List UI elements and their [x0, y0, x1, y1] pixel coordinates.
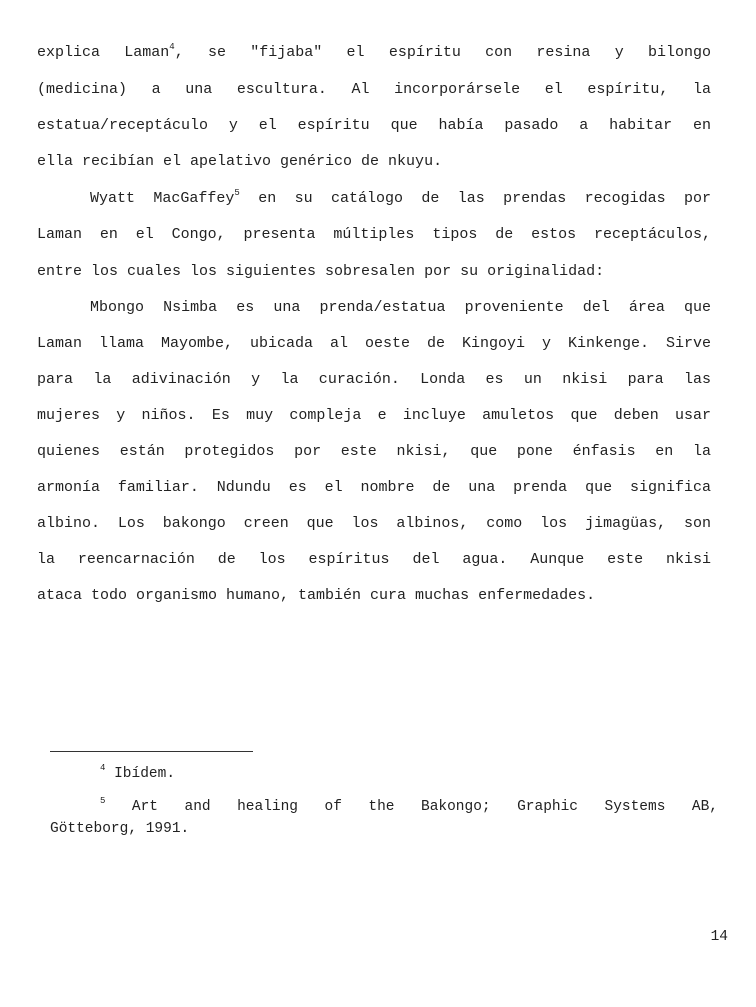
footnote-5-continuation: Götteborg, 1991.	[50, 821, 190, 837]
text-line: para la adivinación y la curación. Londa es un nkisi para las	[37, 371, 711, 388]
text-line: Laman en el Congo, presenta múltiples tipos de estos receptáculos,	[37, 226, 711, 243]
footnote-ref-5: 5	[234, 189, 240, 198]
text-line: la reencarnación de los espíritus del agua. Aunque este nkisi	[37, 551, 711, 568]
text-line: mujeres y niños. Es muy compleja e incluye amuletos que deben usar	[37, 407, 711, 424]
text-line: estatua/receptáculo y el espíritu que había pasado a habitar en	[37, 117, 711, 134]
text-line: Wyatt MacGaffey$^5$ en su catálogo de las prendas recogidas por	[90, 189, 711, 207]
text-line: entre los cuales los siguientes sobresalen por su originalidad:	[37, 263, 605, 280]
footnote-ref-4: 4	[169, 43, 175, 52]
text-line: albino. Los bakongo creen que los albinos, como los jimagüas, son	[37, 515, 711, 532]
text-line: quienes están protegidos por este nkisi, que pone énfasis en la	[37, 443, 711, 460]
text-line: ataca todo organismo humano, también cura muchas enfermedades.	[37, 587, 596, 604]
footnote-number: 5	[100, 797, 106, 806]
text-line: explica Laman$^4$, se "fijaba" el espíritu con resina y bilongo	[37, 43, 711, 61]
footnote-number: 4	[100, 763, 106, 773]
text-line: (medicina) a una escultura. Al incorporársele el espíritu, la	[37, 81, 711, 98]
footnote-text: Art and healing of the Bakongo; Graphic Systems AB,	[131, 799, 718, 815]
page-number: 14	[710, 929, 728, 945]
text-line: ella recibían el apelativo genérico de nkuyu.	[37, 153, 443, 170]
footnote-5	[100, 797, 718, 817]
footnote-text: Ibídem.	[114, 766, 176, 782]
text-line: armonía familiar. Ndundu es el nombre de una prenda que significa	[37, 479, 711, 496]
text-line: Laman llama Mayombe, ubicada al oeste de Kingoyi y Kinkenge. Sirve	[37, 335, 711, 352]
text-line: Mbongo Nsimba es una prenda/estatua proveniente del área que	[90, 299, 711, 316]
footnote-separator	[50, 751, 253, 752]
footnote-4	[100, 764, 175, 784]
